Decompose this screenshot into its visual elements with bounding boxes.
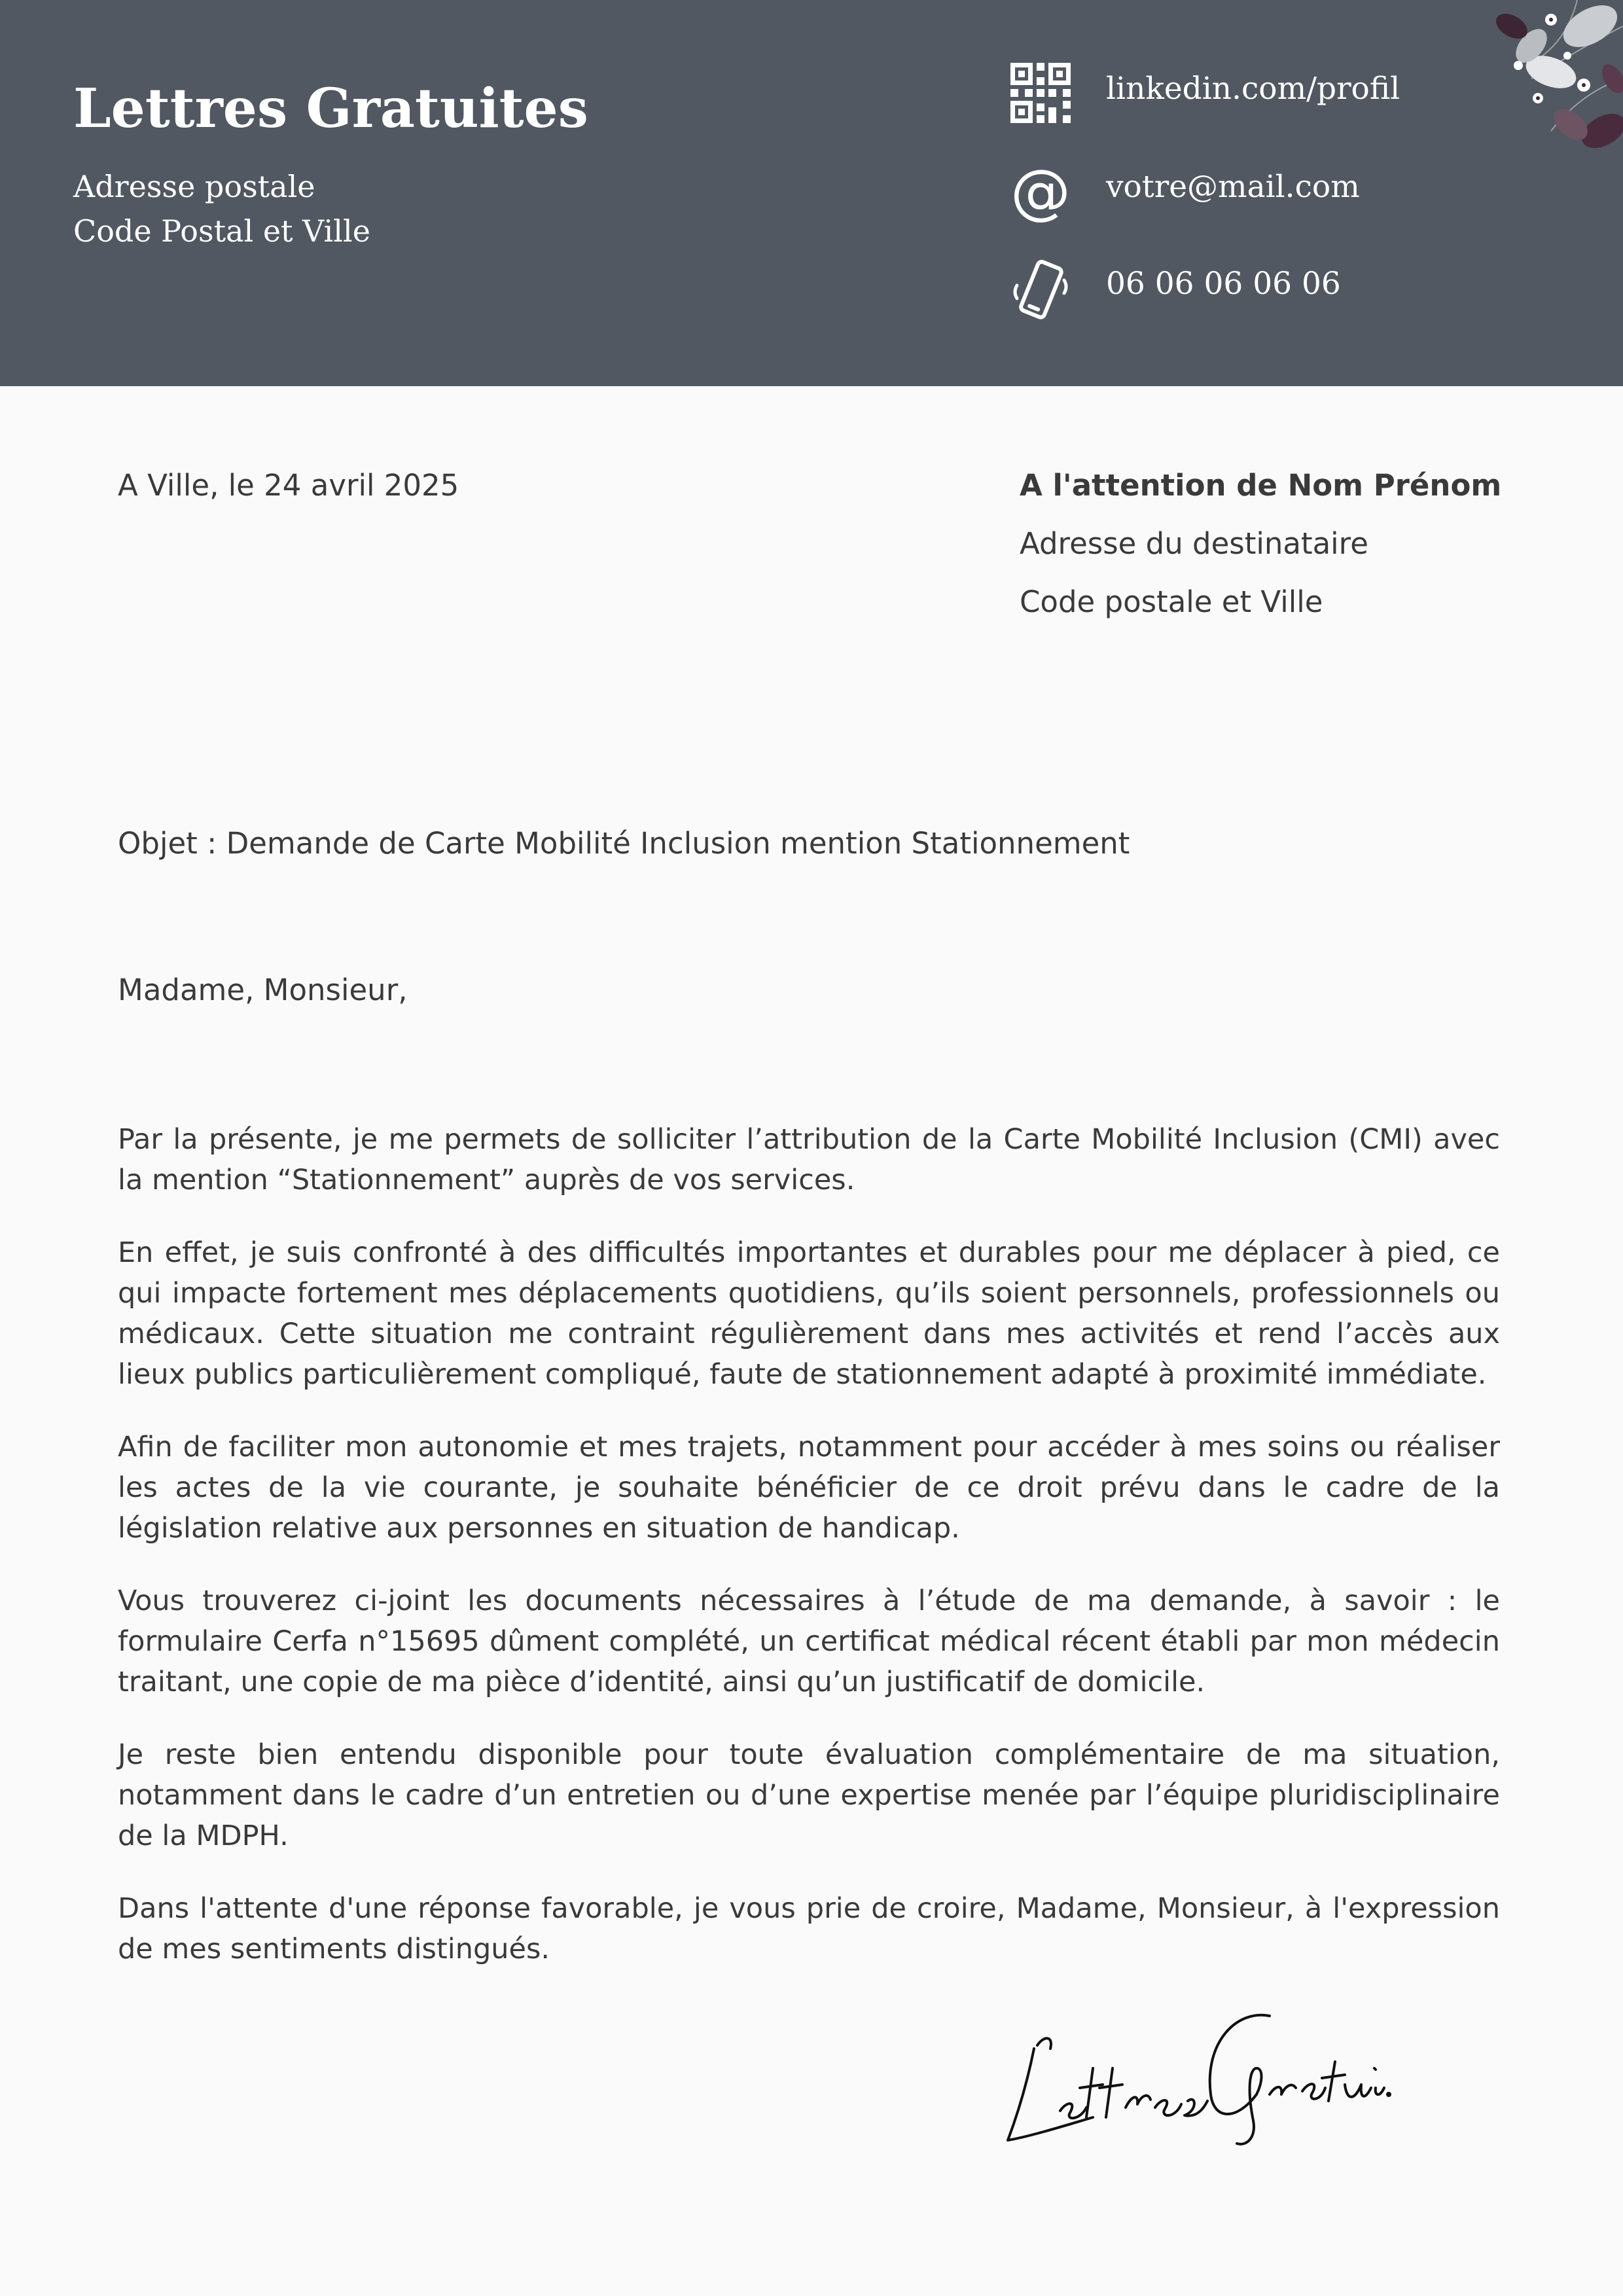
handwritten-signature (988, 1996, 1394, 2153)
sender-city: Code Postal et Ville (73, 213, 370, 249)
body-paragraph: Je reste bien entendu disponible pour toute évaluation complémentaire de ma situation, notamment dans le cadre d’un entretien ou d’une expertise menée par l’équipe pluridisciplinaire de la MDPH. (118, 1738, 1500, 1852)
body-paragraph: Vous trouverez ci-joint les documents nécessaires à l’étude de ma demande, à savoir : le formulaire Cerfa n°15695 dûment complété, un certificat médical récent établi par mon médecin traitant, une copie de ma pièce d’identité, ainsi qu’un justificatif de domicile. (118, 1585, 1500, 1698)
body-paragraph: En effet, je suis confronté à des difficultés importantes et durables pour me déplacer à pied, ce qui impacte fortement mes déplacements quotidiens, qu’ils soient personnels, professionnels ou médicaux. Cette situation me contraint régulièrement dans mes activités et rend l’accès aux lieux publics particulièrement compliqué, faute de stationnement adapté à proximité immédiate. (118, 1236, 1500, 1391)
body-paragraph: Par la présente, je me permets de solliciter l’attribution de la Carte Mobilité Inclusion (CMI) avec la mention “Stationnement” auprès de vos services. (118, 1123, 1500, 1196)
body-paragraph: Dans l'attente d'une réponse favorable, je vous prie de croire, Madame, Monsieur, à l'expression de mes sentiments distingués. (118, 1892, 1500, 1965)
recipient-address: Adresse du destinataire (1020, 526, 1368, 561)
email-text: votre@mail.com (1106, 169, 1360, 205)
letter-greeting: Madame, Monsieur, (118, 973, 408, 1007)
sender-address: Adresse postale (73, 169, 315, 204)
body-paragraph: Afin de faciliter mon autonomie et mes trajets, notamment pour accéder à mes soins ou réaliser les actes de la vie courante, je souhaite bénéficier de ce droit prévu dans le cadre de la législation relative aux personnes en situation de handicap. (118, 1431, 1500, 1545)
sender-name: Lettres Gratuites (73, 77, 588, 140)
floral-decoration-icon (1472, 0, 1623, 157)
recipient-block (1020, 468, 1501, 643)
svg-text:@: @ (1010, 160, 1071, 225)
linkedin-text: linkedin.com/profil (1106, 71, 1400, 107)
at-sign-icon (1008, 160, 1073, 225)
letter-subject: Objet : Demande de Carte Mobilité Inclusion mention Stationnement (118, 826, 1130, 861)
recipient-name: A l'attention de Nom Prénom (1020, 468, 1502, 503)
qr-code-icon (1008, 60, 1073, 126)
recipient-city: Code postale et Ville (1020, 584, 1323, 619)
letter-date: A Ville, le 24 avril 2025 (118, 468, 459, 503)
phone-icon (1008, 257, 1073, 322)
phone-text: 06 06 06 06 06 (1106, 266, 1341, 302)
letter-header (0, 0, 1623, 386)
letter-body (118, 1119, 1500, 2001)
